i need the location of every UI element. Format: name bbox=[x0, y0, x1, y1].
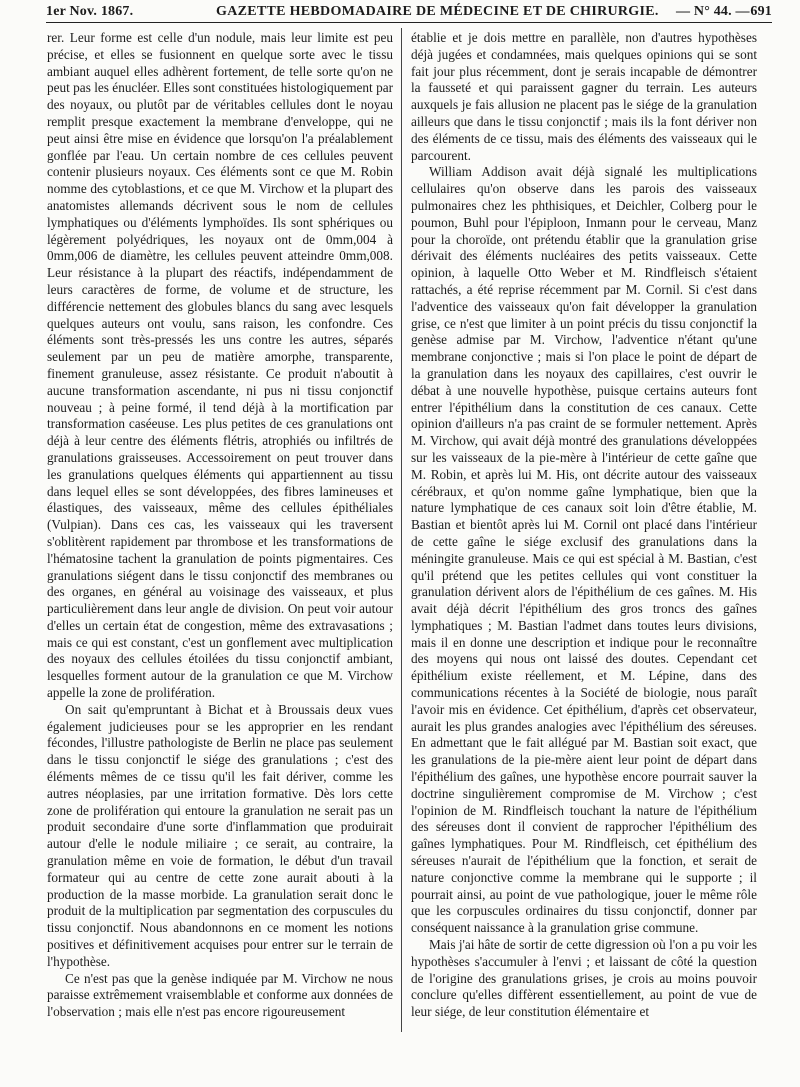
page-number: 691 bbox=[750, 4, 772, 19]
paragraph: Ce n'est pas que la genèse indiquée par M. Virchow ne nous paraisse extrêmement vraisemblable et conforme aux données de l'observation ; mais elle n'est pas encore rigoureusement bbox=[47, 970, 393, 1020]
header-rule bbox=[46, 22, 772, 23]
paragraph: On sait qu'empruntant à Bichat et à Broussais deux vues également judicieuses pour se les approprier en les rendant fécondes, l'illustre pathologiste de Berlin ne place pas seulement dans le tissu conjonctif le siége des granulations ; c'est des éléments mêmes de ce tissu qu'il les fait dériver, comme les autres néoplasies, par une irritation formative. Dès lors cette zone de prolifération qui entoure la granulation ne serait pas un produit secondaire d'une sorte d'inflammation que produirait autour d'elle le nodule miliaire ; ce serait, au contraire, la granulation même en voie de formation, le début d'un travail formateur qui au centre de cette zone aurait abouti à la production de la masse morbide. La granulation serait donc le produit de la multiplication par segmentation des corpuscules du tissu conjonctif. Nous abandonnons en ce moment les notions positives et définitivement acquises pour entrer sur le terrain de l'hypothèse. bbox=[47, 701, 393, 969]
paragraph: William Addison avait déjà signalé les multiplications cellulaires qu'on observe dans les parois des vaisseaux pulmonaires chez les phthisiques, et Deichler, Colberg pour le poumon, Buhl pour l'épiploon, Inmann pour le cerveau, Manz pour la choroïde, ont prétendu établir que la granulation grise dérivait des éléments nucléaires des petits vaisseaux. Cette opinion, à laquelle Otto Weber et M. Rindfleisch s'étaient rattachés, a été reprise récemment par M. Cornil. Si c'est dans l'adventice des vaisseaux qu'on fait développer la granulation grise, ce n'est que limiter à un point précis du tissu conjonctif la genèse admise par M. Virchow, l'adventice n'étant qu'une membrane conjonctive ; mais si l'on place le point de départ de la granulation dans les noyaux des capillaires, c'est ouvrir le débat à une nouvelle hypothèse, puisque certains auteurs font entrer l'épithélium dans la constitution de ces canaux. Cette opinion d'ailleurs n'a pas craint de se formuler nettement. Après M. Virchow, qui avait déjà montré des granulations développées sur les vaisseaux de la pie-mère à l'intérieur de cette gaîne que M. Robin, et après lui M. His, ont décrite autour des vaisseaux cérébraux, et qu'on nomme gaîne lymphatique, bien que la nature lymphatique de ces canaux soit loin d'être établie, M. Bastian et bientôt après lui M. Cornil ont placé dans l'intérieur de cette gaîne le siége exclusif des granulations dans la méningite granuleuse. Mais ce qui est spécial à M. Bastian, c'est qu'il prétend que les petites cellules qui vont constituer la granulation dérivent alors de l'épithélium de ces gaînes. M. His avait déjà décrit l'épithélium des gros troncs des gaînes lymphatiques ; M. Bastian l'admet dans toutes leurs divisions, mais il en donne une description et indique pour le reconnaître des moyens qui nous ont laissé des doutes. Cependant cet épithélium existe réellement, et M. Lépine, dans des communications récentes à la Société de biologie, nous paraît l'avoir mis en évidence. Cet épithélium, d'après cet observateur, aurait les plus grandes analogies avec l'épithélium des séreuses. En admettant que le fait allégué par M. Bastian soit exact, que les granulations de la pie-mère aient leur point de départ dans l'épithélium des gaînes, une hypothèse encore pourrait sauver la doctrine singulièrement compromise de M. Virchow ; c'est l'opinion de M. Rindfleisch touchant la nature de l'épithélium des séreuses dont il convient de rapprocher l'épithélium des gaînes lymphatiques. Pour M. Rindfleisch, cet épithélium des séreuses n'aurait de l'épithélium que la fonction, et serait de nature conjonctive comme la membrane qui le supporte ; il pourrait ainsi, au point de vue pathologique, jouer le même rôle que les corpuscules ordinaires du tissu conjonctif, donner par conséquent naissance à la granulation grise commune. bbox=[411, 164, 757, 936]
journal-title: GAZETTE HEBDOMADAIRE DE MÉDECINE ET DE CHIRURGIE. bbox=[216, 4, 659, 19]
paragraph: rer. Leur forme est celle d'un nodule, mais leur limite est peu précise, et elles se fusionnent en quelque sorte avec le tissu ambiant auquel elles adhèrent fortement, de telle sorte qu'on ne peut pas les énucléer. Elles sont constituées histologiquement par des noyaux, ou plutôt par de véritables cellules dont le noyau remplit presque exactement la membrane d'enveloppe, qui ne peut ainsi être mise en évidence que lorsqu'on l'a préalablement gonflée par l'eau. Un certain nombre de ces cellules peuvent contenir plusieurs noyaux. Ces éléments sont ce que M. Robin nomme des cytoblastions, et ce que M. Virchow et la plupart des anatomistes allemands décrivent sous le nom de cellules lymphatiques ou d'éléments lymphoïdes. Ils sont sphériques ou légèrement polyédriques, les noyaux ont de 0mm,004 à 0mm,006 de diamètre, les cellules peuvent atteindre 0mm,008. Leur résistance à la plupart des réactifs, indépendamment de leurs caractères de forme, de volume et de structure, les différencie nettement des globules blancs du sang avec lesquels quelques auteurs ont voulu, sans raison, les confondre. Ces éléments sont très-pressés les uns contre les autres, séparés seulement par un peu de matière amorphe, transparente, finement granuleuse, assez résistante. Ce produit n'aboutit à aucune transformation ascendante, ni pus ni tissu conjonctif nouveau ; à peine formé, il tend déjà à la mortification par transformation caséeuse. Les plus petites de ces granulations ont déjà à leur centre des éléments flétris, atrophiés ou infiltrés de granulations graisseuses. Accessoirement on peut trouver dans les granulations quelques éléments qui appartiennent au tissu dans lequel elles se sont développées, des fibres lamineuses et élastiques, des vaisseaux, même des cellules épithéliales (Vulpian). Dans ces cas, les vaisseaux qui les traversent s'oblitèrent rapidement par thrombose et les transformations de l'hématosine tachent la granulation de points pigmentaires. Ces granulations siégent dans le tissu conjonctif des membranes ou des organes, en général au voisinage des vaisseaux, et plus particulièrement dans leur angle de division. On peut voir autour d'elles un certain état de congestion, même des extravasations ; mais ce qui est constant, c'est un gonflement avec multiplication des noyaux des cellules étoilées du tissu conjonctif ambiant, lesquelles forment autour de la granulation ce que M. Virchow appelle la zone de prolifération. bbox=[47, 30, 393, 701]
column-divider bbox=[401, 28, 402, 1032]
issue-number: — N° 44. — bbox=[676, 4, 750, 19]
left-column bbox=[47, 30, 393, 1021]
running-header bbox=[46, 2, 772, 20]
paragraph: établie et je dois mettre en parallèle, non d'autres hypothèses déjà jugées et condamnées, mais quelques opinions qui se sont fait jour plus récemment, dont je serais incapable de démontrer la fausseté et qui paraissent gagner du terrain. Les auteurs auxquels je fais allusion ne placent pas le siége de la granulation ailleurs que dans le tissu conjonctif ; mais ils la font dériver non des éléments de ce tissu, mais des éléments des vaisseaux qui le parcourent. bbox=[411, 30, 757, 163]
right-column bbox=[411, 30, 757, 1021]
header-date: 1er Nov. 1867. bbox=[46, 4, 134, 19]
paragraph: Mais j'ai hâte de sortir de cette digression où l'on a pu voir les hypothèses s'accumuler à l'envi ; et laissant de côté la question de l'origine des granulations grises, je crois au moins pouvoir conclure qu'elles diffèrent essentiellement, au point de vue de leur siége, de leur constitution élémentaire et bbox=[411, 937, 757, 1020]
